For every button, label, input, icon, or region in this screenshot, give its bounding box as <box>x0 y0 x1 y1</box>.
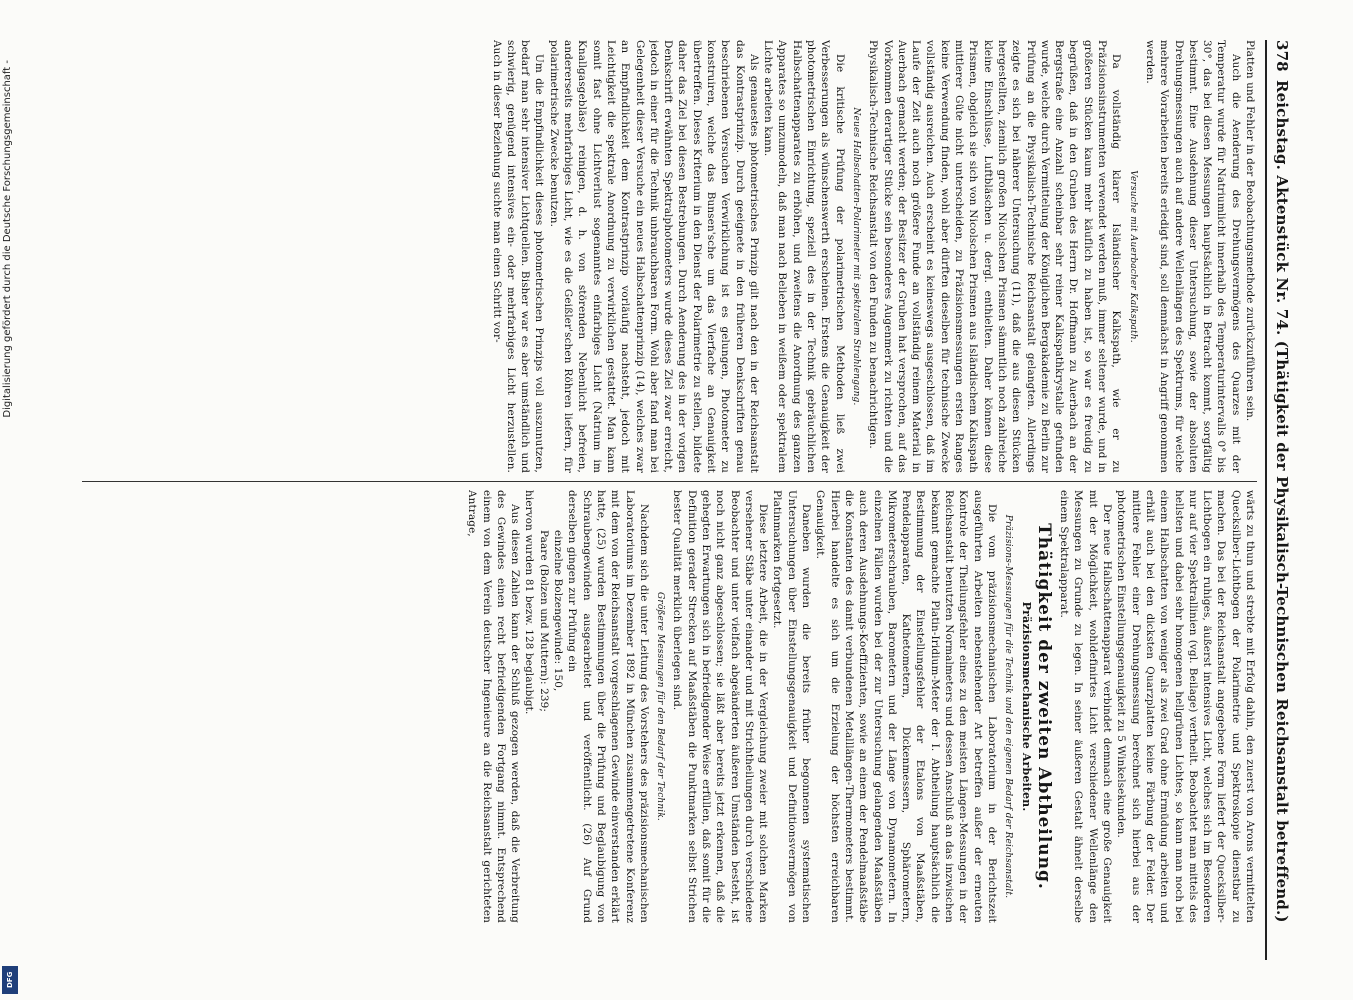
page-header <box>1265 40 1297 960</box>
paragraph: Die vom präzisionsmechanischen Laboratorium in der Berichtszeit ausgeführten Arbeiten nebenstehender Art betreffen außer der erneuten Kontrole der Theilungsfehler eines zu den meisten Längen-Messungen in der Reichsanstalt benutzten Normalmeters und dessen Anschluß an das inzwischen bekannt gemachte Platin-Iridium-Meter der I. Abtheilung hauptsächlich die Bestimmung der Einstellungsfehler der Etalons von Maaßstäben, Pendelapparaten, Kathetometern, Dickenmessern, Sphärometern, Mikrometerschrauben, Barometern und der Länge von Dynamometern. In einzelnen Fällen wurden bei der zur Untersuchung gelangenden Maaßstäben auch deren Ausdehnungs-Koeffizienten, sowie an einem der Pendelmaaßstäbe die Konstanten des damit verbundenen Metalllängen-Thermometers bestimmt. Hierbei handelte es sich um die Erzielung der höchsten erreichbaren Genauigkeit. <box>814 490 998 923</box>
paragraph: Aus diesen Zahlen kann der Schluß gezogen werden, daß die Verbreitung des Gewindes einen recht befriedigenden Fortgang nimmt. Entsprechend einem von dem Verein deutscher Ingenieure an die Reichsanstalt gerichteten Antrage, <box>466 490 522 923</box>
paragraph: hiervon wurden 81 bezw. 128 beglaubigt. <box>523 490 536 715</box>
paragraph: Nachdem sich die unter Leitung des Vorstehers des präzisionsmechanischen Laboratoriums im Dezember 1892 in München zusammengetretene Konferenz mit dem von der Reichsanstalt vorgeschlagenen Gewinde einverstanden erklärt hatte, (25) wurden Bestimmungen über die Prüfung und Beglaubigung von Schraubengewinden ausgearbeitet und veröffentlicht. (26) Auf Grund derselben gingen zur Prüfung ein <box>566 490 650 923</box>
paragraph: Daneben wurden die bereits früher begonnenen systematischen Untersuchungen über Einstellungsgenauigkeit und Definitionsvermögen von Platinmarken fortgesetzt. <box>771 490 813 923</box>
credit-text: Digitalisierung gefördert durch die Deutsche Forschungsgemeinschaft - <box>2 60 13 418</box>
subheading: Größere Messungen für den Bedarf der Technik. <box>655 592 666 821</box>
digitization-credit <box>2 60 20 940</box>
paragraph: Die kritische Prüfung der polarimetrischen Methoden ließ zwei Verbesserungen als wünschenswerth erscheinen. Erstens die Genauigkeit der photometrischen Einrichtung, speziell des in der Technik gebräuchlichen Halbschattenapparates zu erhöhen, und zweitens die Anordnung des ganzen Apparates so umzumodeln, daß man nach Belieben in weißem oder spektralem Lichte arbeiten kann. <box>762 40 846 473</box>
page-number: 378 <box>1273 40 1291 72</box>
list-item: Paare (Bolzen und Muttern): 239; <box>537 530 550 713</box>
paragraph: Als genauestes photometrisches Prinzip gilt nach den in der Reichsanstalt das Kontrastprinzip. Durch geeignete in den früheren Denkschriften genau beschriebenen Versuchen Verwirklichung ist es gelungen, Photometer zu konstruiren, welche das Bunsen'sche um das Vierfache an Genauigkeit übertreffen. Dieses Kriterium in den Dienst der Polarimetrie zu stellen, bildete daher das Ziel bei diesen Bestrebungen. Durch Aenderung des in der vorigen Denkschrift erwähnten Spektralphotometers wurde dieses Ziel zwar erreicht, jedoch in einer für die Technik unbrauchbaren Form. Wohl aber fand man bei Gelegenheit dieser Versuche ein neues Halbschattenprinzip (14), welches zwar an Empfindlichkeit dem Kontrastprinzip vorläufig nachsteht, jedoch mit Leichtigkeit die spektrale Anordnung zu verwirklichen gestattet. Man kann somit fast ohne Lichtverlust sogenanntes einfarbiges Licht (Natrium im Knallgasgebläse) reinigen, d. h. von störenden Nebenlicht befreien, andererseits mehrfarbiges Licht, wie es die Geißler'schen Röhren liefern, für polarimetrische Zwecke benutzen. <box>547 40 760 473</box>
column-divider <box>82 481 1257 482</box>
section-subtitle: Präzisionsmechanische Arbeiten. <box>1019 601 1033 812</box>
dfg-logo <box>2 966 18 994</box>
paragraph: Der neue Halbschattenapparat verbindet demnach eine große Genauigkeit mit der Möglichkeit, wohldefinirtes Licht verschiedener Wellenlänge den Messungen zu Grunde zu legen. In seiner äußeren Gestalt ähnelt derselbe einem Spektralapparat. <box>1058 490 1114 923</box>
paragraph: Auch die Aenderung des Drehungsvermögens des Quarzes mit der Temperatur wurde für Natriumlicht innerhalb des Temperaturintervalls 0° bis 30°, das bei diesen Messungen hauptsächlich in Betracht kommt, sorgfältig bestimmt. Eine Ausdehnung dieser Untersuchung, sowie der absoluten Drehungsmessungen auch auf andere Wellenlängen des Spektrums, für welche mehrere Vorarbeiten bereits erledigt sind, soll demnächst in Angriff genommen werden. <box>1143 40 1242 473</box>
rotated-document-page <box>82 40 1297 960</box>
dfg-logo-text: DFG <box>6 971 14 989</box>
list-item: einzelne Bolzengewinde: 150, <box>552 530 565 692</box>
paragraph: Da vollständig klarer Isländischer Kalkspath, wie er zu Präzisionsinstrumenten verwendet werden muß, immer seltener wurde, und in größeren Stücken kaum mehr käuflich zu haben ist, so war es freudig zu begrüßen, daß in den Gruben des Herrn Dr. Hoffmann zu Auerbach an der Bergstraße eine Anzahl scheinbar sehr reiner Kalkspathkrystalle gefunden wurde, welche durch Vermittelung der Königlichen Bergakademie zu Berlin zur Prüfung an die Physikalisch-Technische Reichsanstalt gelangten. Allerdings zeigte es sich bei näherer Untersuchung (11), daß die aus diesen Stücken hergestellten, ziemlich großen Nicolschen Prismen sämmtlich noch zahlreiche kleine Einschlüsse, Luftbläschen u. dergl. enthielten. Daher können diese Prismen, obgleich sie sich von Nicolschen Prismen aus Isländischem Kalkspath mittlerer Güte nicht unterscheiden, zu Präzisionsmessungen ersten Ranges keine Verwendung finden, wohl aber dürften dieselben für technische Zwecke vollständig ausreichen. Auch erscheint es keineswegs ausgeschlossen, daß im Laufe der Zeit auch noch größere Funde an vollständig reinem Material in Auerbach gemacht werden; der Besitzer der Gruben hat versprochen, auf das Vorkommen derartiger Stücke sein besonderes Augenmerk zu richten und die Physikalisch-Technische Reichsanstalt von den Funden zu benachrichtigen. <box>867 40 1123 473</box>
text-columns <box>82 40 1257 960</box>
subheading: Neues Halbschatten-Polarimeter mit spektralem Strahlengang. <box>850 107 861 406</box>
subheading: Versuche mit Auerbacher Kalkspath. <box>1127 170 1138 343</box>
right-column <box>82 490 1257 923</box>
paragraph: Um die Empfindlichkeit dieses photometrischen Prinzips voll auszunutzen, bedarf man sehr intensiver Lichtquellen. Bisher war es aber umständlich und schwierig, genügend intensives ein- oder mehrfarbiges Licht herzustellen. Auch in dieser Beziehung suchte man einen Schritt vor- <box>490 40 546 473</box>
running-title: Reichstag. Aktenstück Nr. 74. (Thätigkeit der Physikalisch-Technischen Reichsanstalt betreffend.) <box>1273 80 1291 923</box>
left-column <box>82 40 1257 473</box>
paragraph: wärts zu thun und strebte mit Erfolg dahin, den zuerst von Arons vermittelten Quecksilber-Lichtbogen der Polarimetrie und Spektroskopie dienstbar zu machen. Das bei der Reichsanstalt angegebene Form liefert der Quecksilber-Lichtbogen ein ruhiges, äußerst intensives Licht, welches sich im Besonderen nur auf vier Spektrallinien (vgl. Beilage) vertheilt. Beobachtet man mittels des hellsten und dabei sehr homogenen hellgrünen Lichtes, so kann man noch bei einem Halbschatten von weniger als zwei Grad ohne Ermüdung arbeiten und erhält auch bei den dicksten Quarzplatten keine Färbung der Felder. Der mittlere Fehler einer Drehungsmessung berechnet sich hierbei aus der photometrischen Einstellungsgenauigkeit zu 5 Winkelsekunden. <box>1115 490 1256 923</box>
subheading: Präzisions-Messungen für die Technik und den eigenen Bedarf der Reichsanstalt. <box>1003 514 1014 899</box>
paragraph: Diese letztere Arbeit, die in der Vergleichung zweier mit solchen Marken versehener Stäbe unter einander und mit Strichtheilungen durch verschiedene Beobachter und unter vielfach abgeänderten äußeren Umständen besteht, ist noch nicht ganz abgeschlossen; sie läßt aber bereits jetzt erkennen, daß die gehegten Erwartungen sich in befriedigender Weise erfüllen, daß somit für die Definition gerader Strecken auf Maaßstäben die Punktmarken selbst Strichen bester Qualität merklich überlegen sind. <box>671 490 770 923</box>
paragraph: Platten und Fehler in der Beobachtungsmethode zurückzuführen sein. <box>1244 40 1256 422</box>
section-title: Thätigkeit der zweiten Abtheilung. <box>1033 523 1054 890</box>
page-content <box>82 40 1297 960</box>
